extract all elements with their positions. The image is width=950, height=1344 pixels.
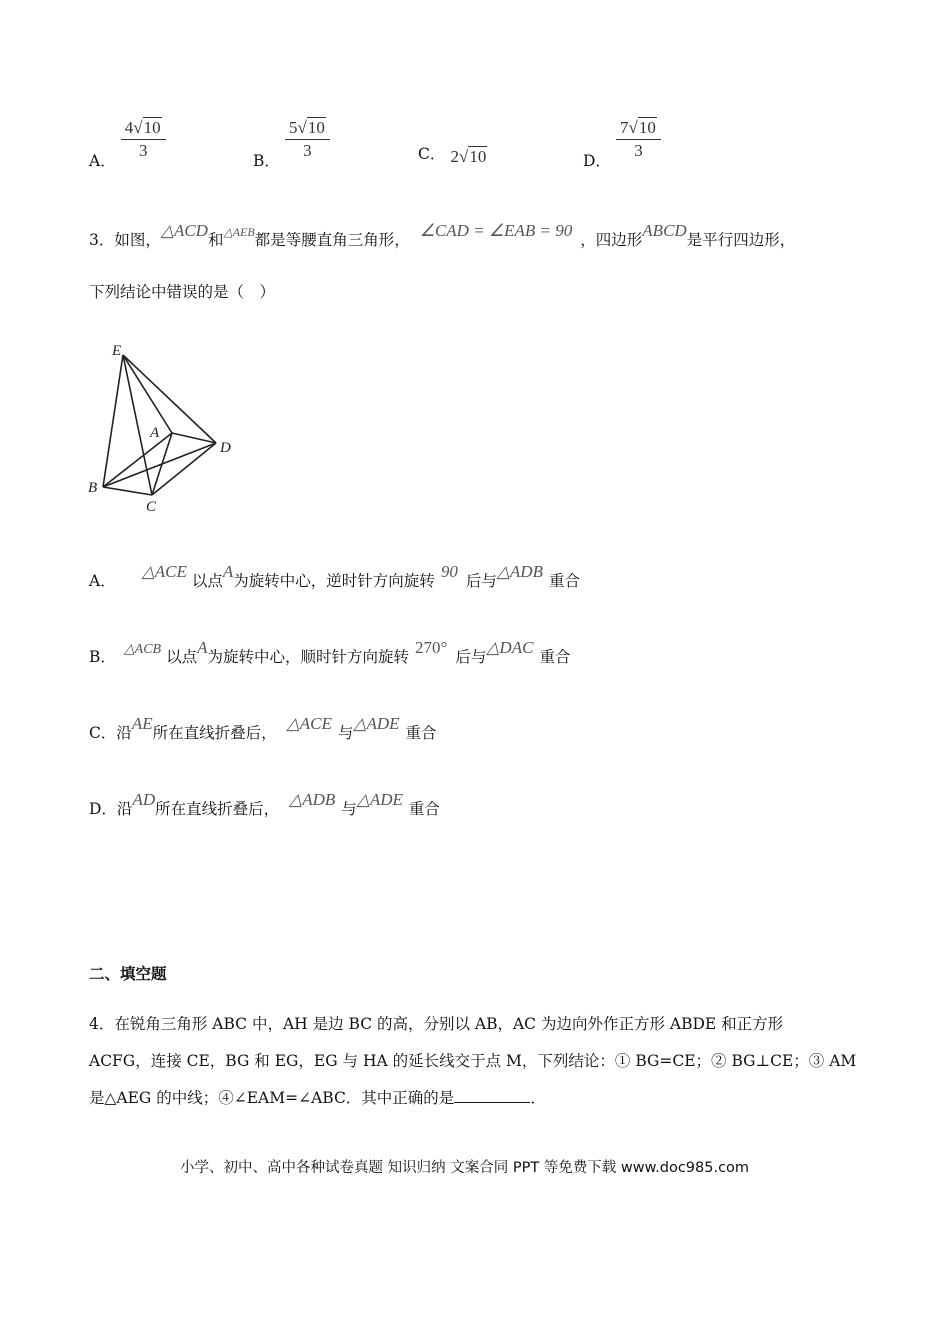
- option-label: A．: [89, 152, 116, 170]
- q3-option-a: A． △ACE 以点A为旋转中心，逆时针方向旋转 90 后与△ADB 重合: [89, 562, 580, 590]
- q2-option-b: [253, 118, 330, 170]
- option-label: B．: [253, 152, 280, 170]
- option-label: C．: [418, 145, 446, 163]
- fraction: $\frac{4√10}{3}$: [121, 118, 166, 161]
- q4-line3: 是△AEG 的中线；④∠EAM=∠ABC．其中正确的是 ．: [89, 1089, 546, 1107]
- option-label: D．: [583, 152, 611, 170]
- q2-option-a: [89, 118, 166, 170]
- q2-option-c: [418, 142, 487, 165]
- page-footer: 小学、初中、高中各种试卷真题 知识归纳 文案合同 PPT 等免费下载 www.doc985.com: [180, 1160, 750, 1176]
- answer-blank[interactable]: [454, 1087, 530, 1103]
- figure-lines: [103, 355, 216, 495]
- radical-value: 2√10: [450, 146, 487, 166]
- q3-option-b: B． △ACB 以点A为旋转中心，顺时针方向旋转 270° 后与△DAC 重合: [89, 638, 571, 666]
- q3-stem-line2: 下列结论中错误的是（ ）: [89, 283, 276, 301]
- q4-line1: 4．在锐角三角形 ABC 中，AH 是边 BC 的高，分别以 AB，AC 为边向外作正方形 ABDE 和正方形: [89, 1015, 784, 1033]
- label-a: A: [150, 425, 160, 441]
- q3-option-d: D．沿AD所在直线折叠后， △ADB 与△ADE 重合: [89, 790, 440, 818]
- fraction: $\frac{7√10}{3}$: [616, 118, 661, 161]
- q3-stem-line1: 3．如图，△ACD和$^{\triangle AEB}$都是等腰直角三角形， ∠CAD = ∠EAB = 90 ，四边形ABCD是平行四边形，: [89, 221, 796, 249]
- q2-option-d: [583, 118, 661, 170]
- section-title: 二、填空题: [89, 965, 167, 983]
- q3-option-c: C．沿AE所在直线折叠后， △ACE 与△ADE 重合: [89, 714, 437, 742]
- label-b: B: [88, 480, 98, 496]
- label-e: E: [112, 343, 122, 359]
- label-d: D: [220, 440, 231, 456]
- q4-line2: ACFG，连接 CE，BG 和 EG，EG 与 HA 的延长线交于点 M，下列结论：① BG=CE；② BG⊥CE；③ AM: [89, 1052, 857, 1070]
- q3-figure: [80, 335, 250, 515]
- fraction: $\frac{5√10}{3}$: [285, 118, 330, 161]
- label-c: C: [146, 499, 157, 515]
